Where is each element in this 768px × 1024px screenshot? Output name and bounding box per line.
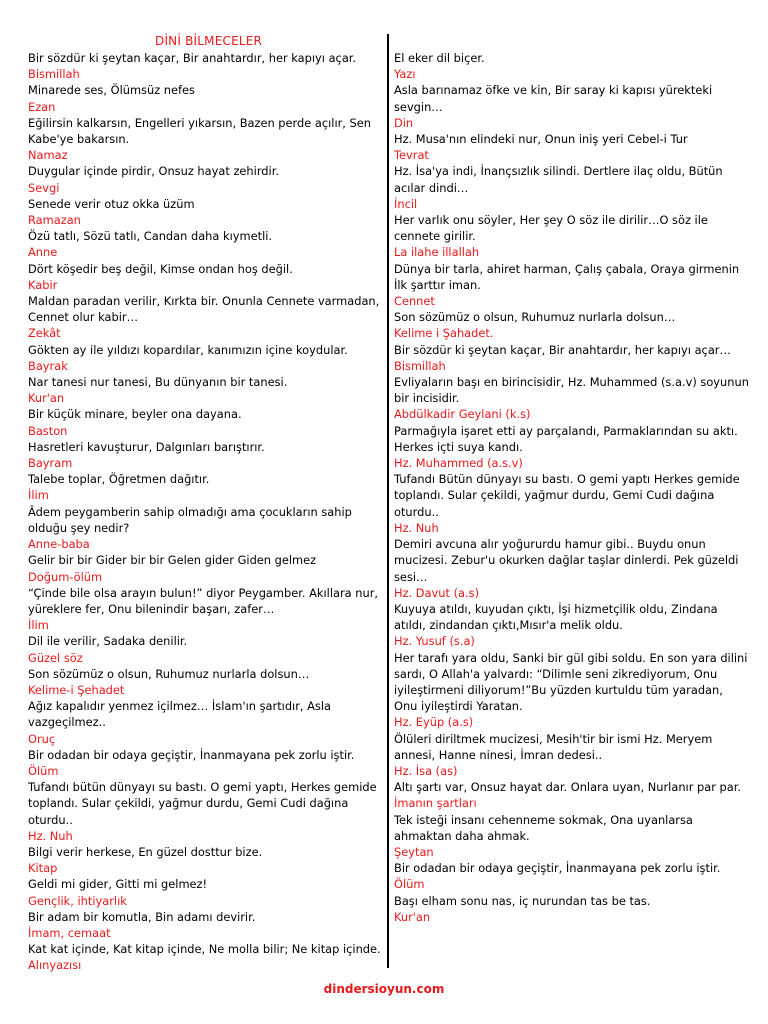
riddle-item	[394, 423, 749, 472]
riddle-answer: Bayram	[28, 456, 73, 471]
riddle-item	[28, 633, 383, 665]
riddle-item	[394, 536, 749, 601]
riddle-answer: Gençlik, ihtiyarlık	[28, 893, 127, 908]
riddle-text: Başı elham sonu nas, iç nurundan tas be tas.	[394, 893, 651, 908]
riddle-answer: İncil	[394, 196, 418, 211]
riddle-item	[28, 115, 383, 164]
riddle-text: Tufandı Bütün dünyayı su bastı. O gemi yaptı Herkes gemide toplandı. Sular çekildi, yağmur durdu, Gemi Cudi dağına oturdu..	[394, 472, 740, 519]
riddle-item	[394, 374, 749, 423]
riddle-answer: Abdülkadir Geylani (k.s)	[394, 407, 531, 422]
riddle-answer: Kelime-i Şehadet	[28, 682, 125, 697]
riddle-text: Parmağıyla işaret etti ay parçalandı, Parmaklarından su aktı. Herkes içti suya kandı.	[394, 423, 738, 454]
riddle-item	[28, 909, 383, 941]
riddle-answer: Oruç	[28, 731, 56, 746]
riddle-answer: Güzel söz	[28, 650, 83, 665]
riddle-answer: Din	[394, 115, 414, 130]
riddle-item	[394, 812, 749, 861]
riddle-item	[394, 342, 749, 374]
riddle-answer: Cennet	[394, 294, 435, 309]
riddle-text: Talebe toplar, Öğretmen dağıtır.	[28, 472, 210, 487]
riddle-answer: Zekât	[28, 326, 61, 341]
riddle-text: Âdem peygamberin sahip olmadığı ama çocukların sahip olduğu şey nedir?	[28, 504, 352, 535]
riddle-answer: Kabir	[28, 277, 58, 292]
riddle-item	[394, 163, 749, 212]
riddle-item	[28, 876, 383, 908]
riddle-answer: Baston	[28, 423, 68, 438]
riddle-item	[28, 585, 383, 634]
riddle-text: Dört köşedir beş değil, Kimse ondan hoş değil.	[28, 261, 293, 276]
riddle-item	[394, 601, 749, 650]
riddle-item	[394, 50, 749, 82]
riddle-answer: Şeytan	[394, 844, 434, 859]
riddle-text: Eğilirsin kalkarsın, Engelleri yıkarsın, Bazen perde açılır, Sen Kabe'ye bakarsın.	[28, 115, 372, 147]
right-column	[394, 50, 749, 925]
riddle-answer: Yazı	[394, 67, 416, 82]
riddle-answer: Bismillah	[28, 67, 80, 82]
riddle-text: Tufandı bütün dünyayı su bastı. O gemi yaptı, Herkes gemide toplandı. Sular çekildi, yağmur durdu, Gemi Cudi dağına oturdu..	[28, 780, 377, 827]
riddle-item	[394, 212, 749, 261]
riddle-text: Geldi mi gider, Gitti mi gelmez!	[28, 877, 208, 892]
riddle-answer: Kelime i Şahadet.	[394, 326, 494, 341]
riddle-item	[394, 82, 749, 131]
riddle-text: Özü tatlı, Sözü tatlı, Candan daha kıymetli.	[28, 229, 273, 244]
riddle-text: Her varlık onu söyler, Her şey O söz ile dirilir…O söz ile cennete girilir.	[394, 213, 708, 244]
riddle-item	[394, 309, 749, 341]
riddle-text: Dil ile verilir, Sadaka denilir.	[28, 634, 188, 649]
riddle-item	[394, 779, 749, 811]
riddle-answer: Ölüm	[28, 763, 59, 778]
riddle-answer: Hz. Yusuf (s.a)	[394, 634, 475, 649]
riddle-answer: Ezan	[28, 99, 56, 114]
riddle-item	[28, 666, 383, 698]
riddle-answer: Tevrat	[394, 148, 429, 163]
riddle-text: Ağız kapalıdır yenmez içilmez… İslam'ın şartıdır, Asla vazgeçilmez..	[28, 699, 332, 730]
riddle-item	[394, 471, 749, 536]
riddle-text: Evliyaların başı en birincisidir, Hz. Muhammed (s.a.v) soyunun bir incisidir.	[394, 375, 749, 406]
riddle-answer: Hz. Davut (a.s)	[394, 585, 480, 600]
riddle-text: Her tarafı yara oldu, Sanki bir gül gibi soldu. En son yara dilini sardı, O Allah'a yalvardı: “Dilimle seni zikrediyorum, Onu iyileştirmeni diliyorum!”Bu yüzden kurtuldu tüm yaradan, Onu iyileştirdi Yaratan.	[394, 650, 748, 714]
riddle-answer: Bayrak	[28, 358, 68, 373]
riddle-answer: Hz. Eyüp (a.s)	[394, 715, 474, 730]
riddle-text: Son sözümüz o olsun, Ruhumuz nurlarla dolsun…	[394, 310, 676, 325]
riddle-item	[28, 196, 383, 228]
riddle-item	[28, 698, 383, 747]
riddle-item	[28, 439, 383, 471]
riddle-text: Maldan paradan verilir, Kırkta bir. Onunla Cennete varmadan, Cennet olur kabir…	[28, 294, 380, 325]
riddle-answer: İlim	[28, 488, 49, 503]
riddle-text: Kat kat içinde, Kat kitap içinde, Ne molla bilir; Ne kitap içinde.	[28, 942, 381, 957]
riddle-text: Bir odadan bir odaya geçiştir, İnanmayana pek zorlu iştir.	[28, 747, 355, 762]
riddle-text: Tek isteği insanı cehenneme sokmak, Ona uyanlarsa ahmaktan daha ahmak.	[394, 812, 693, 843]
riddle-answer: Kur'an	[28, 391, 65, 406]
riddle-text: Dünya bir tarla, ahiret harman, Çalış çabala, Oraya girmenin İlk şarttır iman.	[394, 261, 740, 292]
riddle-text: Gökten ay ile yıldızı kopardılar, kanımızın içine koydular.	[28, 342, 348, 357]
riddle-answer: La ilahe illallah	[394, 245, 480, 260]
riddle-item	[28, 82, 383, 114]
riddle-text: Gelir bir bir Gider bir bir Gelen gider Giden gelmez	[28, 553, 317, 568]
riddle-answer: Hz. Nuh	[28, 828, 73, 843]
riddle-item	[28, 779, 383, 844]
riddle-answer: Ölüm	[394, 877, 425, 892]
riddle-item	[28, 50, 383, 82]
riddle-text: El eker dil biçer.	[394, 51, 485, 65]
riddle-item	[28, 844, 383, 876]
riddle-item	[28, 261, 383, 293]
riddle-text: Hasretleri kavuşturur, Dalgınları barıştırır.	[28, 439, 265, 454]
riddle-answer: İmanın şartları	[394, 796, 477, 811]
riddle-answer: Namaz	[28, 148, 68, 163]
riddle-text: Asla barınamaz öfke ve kin, Bir saray ki kapısı yürekteki sevgin…	[394, 83, 713, 114]
riddle-item	[28, 293, 383, 342]
riddle-text: Nar tanesi nur tanesi, Bu dünyanın bir tanesi.	[28, 375, 288, 390]
riddle-text: Duygular içinde pirdir, Onsuz hayat zehirdir.	[28, 164, 279, 179]
riddle-answer: İlim	[28, 618, 49, 633]
riddle-item	[394, 893, 749, 925]
riddle-answer: Alınyazısı	[28, 958, 82, 973]
riddle-item	[394, 261, 749, 310]
riddle-item	[28, 228, 383, 260]
riddle-item	[394, 131, 749, 163]
riddle-answer: Kitap	[28, 861, 58, 876]
riddle-text: Senede verir otuz okka üzüm	[28, 196, 195, 211]
riddle-text: Son sözümüz o olsun, Ruhumuz nurlarla dolsun…	[28, 666, 310, 681]
riddle-item	[394, 860, 749, 892]
riddle-item	[28, 163, 383, 195]
site-footer-link[interactable]: dindersioyun.com	[323, 982, 445, 996]
riddle-text: Hz. İsa'ya indi, İnançsızlık silindi. Dertlere ilaç oldu, Bütün acılar dindi…	[394, 164, 723, 195]
riddle-answer: Hz. Nuh	[394, 520, 439, 535]
riddle-answer: Hz. İsa (as)	[394, 763, 458, 778]
riddle-answer: Hz. Muhammed (a.s.v)	[394, 456, 523, 471]
riddle-text: “Çinde bile olsa arayın bulun!” diyor Peygamber. Akıllara nur, yüreklere fer, Onu bilenindir başarı, zafer…	[28, 585, 379, 616]
document-title: DİNİ BİLMECELER	[155, 34, 263, 48]
riddle-text: Ölüleri diriltmek mucizesi, Mesih'tir bir ismi Hz. Meryem annesi, Hanne ninesi, İmran dedesi..	[394, 731, 713, 762]
riddle-text: Hz. Musa'nın elindeki nur, Onun iniş yeri Cebel-i Tur	[394, 132, 688, 147]
riddle-text: Bir odadan bir odaya geçiştir, İnanmayana pek zorlu iştir.	[394, 861, 721, 876]
riddle-text: Altı şartı var, Onsuz hayat dar. Onlara uyan, Nurlanır par par.	[394, 780, 741, 795]
riddle-text: Bir küçük minare, beyler ona dayana.	[28, 407, 242, 422]
riddle-item	[28, 342, 383, 374]
riddle-text: Kuyuya atıldı, kuyudan çıktı, İşi hizmetçilik oldu, Zindana atıldı, zindandan çıktı,Mısır'a melik oldu.	[394, 601, 718, 633]
riddle-item	[28, 406, 383, 438]
riddle-text: Bilgi verir herkese, En güzel dosttur bize.	[28, 844, 263, 859]
column-divider	[387, 34, 389, 968]
riddle-answer: Doğum-ölüm	[28, 569, 103, 584]
riddle-answer: İmam, cemaat	[28, 925, 111, 940]
riddle-item	[28, 471, 383, 503]
riddle-answer: Anne-baba	[28, 537, 90, 552]
riddle-text: Demiri avcuna alır yoğururdu hamur gibi.. Buydu onun mucizesi. Zebur'u okurken dağlar taşlar dinlerdi. Pek güzeldi sesi…	[394, 537, 739, 584]
riddle-item	[28, 941, 383, 973]
left-column	[28, 50, 383, 974]
riddle-item	[28, 504, 383, 553]
riddle-answer: Anne	[28, 245, 58, 260]
riddle-answer: Bismillah	[394, 358, 446, 373]
riddle-item	[28, 552, 383, 584]
riddle-item	[394, 731, 749, 780]
riddle-answer: Sevgi	[28, 180, 60, 195]
riddle-answer: Kur'an	[394, 909, 431, 924]
riddle-text: Bir sözdür ki şeytan kaçar, Bir anahtardır, her kapıyı açar…	[394, 342, 731, 357]
riddle-text: Bir sözdür ki şeytan kaçar, Bir anahtardır, her kapıyı açar.	[28, 51, 357, 65]
riddle-item	[28, 374, 383, 406]
riddle-answer: Ramazan	[28, 213, 81, 228]
riddle-text: Bir adam bir komutla, Bin adamı devirir.	[28, 909, 256, 924]
riddle-item	[394, 650, 749, 731]
riddle-text: Minarede ses, Ölümsüz nefes	[28, 83, 195, 98]
riddle-item	[28, 747, 383, 779]
